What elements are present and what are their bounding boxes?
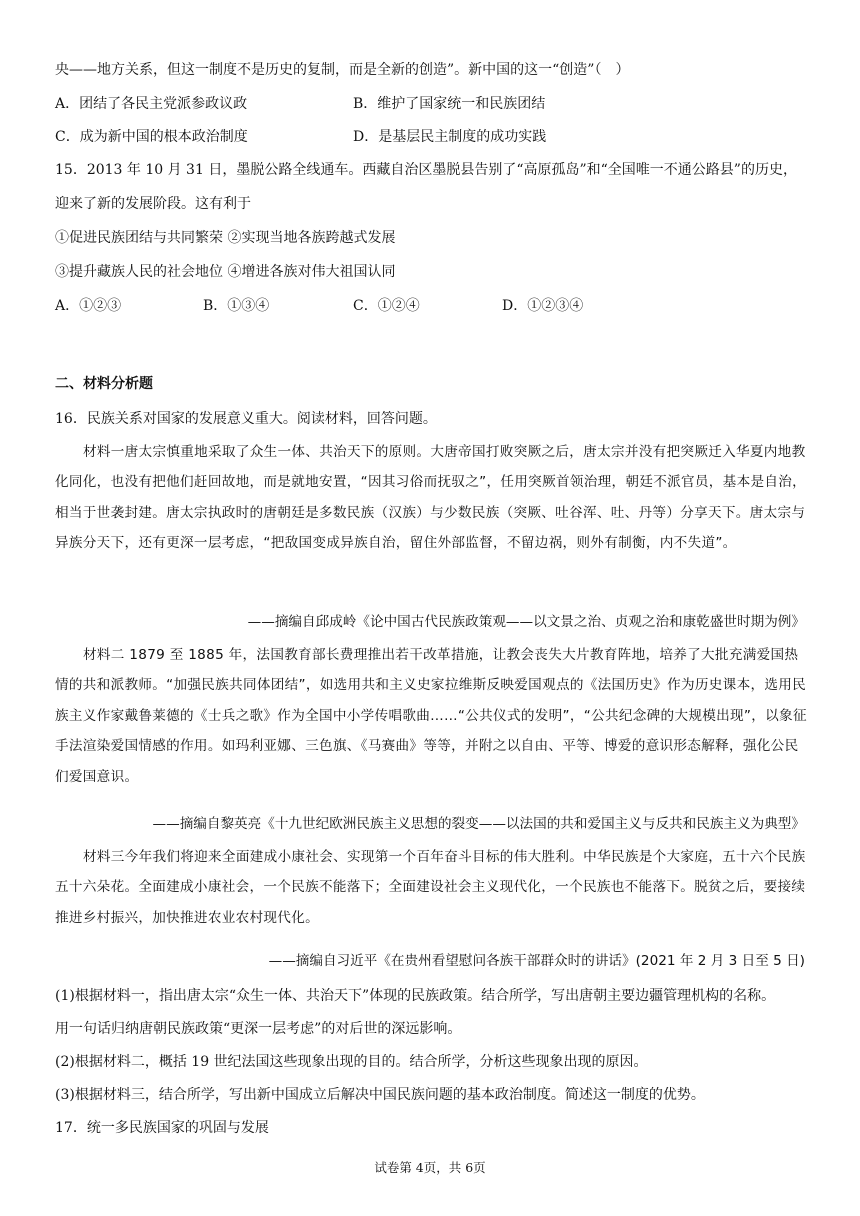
page-footer: 试卷第 4页，共 6页 bbox=[374, 1160, 486, 1175]
q16-subquestion-1-line-1: (1)根据材料一，指出唐太宗“众生一体、共治天下”体现的民族政策。结合所学，写出唐朝主要边疆管理机构的名称。 bbox=[55, 988, 776, 1004]
q16-source-1: ——摘编自邱成岭《论中国古代民族政策观——以文景之治、贞观之治和康乾盛世时期为例》 bbox=[247, 614, 805, 630]
q16-material-1: 材料一唐太宗慎重地采取了众生一体、共治天下的原则。大唐帝国打败突厥之后，唐太宗并没有把突厥迁入华夏内地教化同化，也没有把他们赶回故地，而是就地安置，“因其习俗而抚驭之”，任用突厥首领治理，朝廷不派官员，基本是自治，相当于世袭封建。唐太宗执政时的唐朝廷是多数民族（汉族）与少数民族（突厥、吐谷浑、吐、丹等）分享天下。唐太宗与异族分天下，还有更深一层考虑，“把敌国变成异族自治，留住外部监督，不留边祸，则外有制衡，内不失道”。 bbox=[55, 444, 807, 552]
q14-option-b: B．维护了国家统一和民族团结 bbox=[353, 96, 546, 112]
q16-material-2: 材料二 1879 至 1885 年，法国教育部长费理推出若干改革措施，让教会丧失大片教育阵地，培养了大批充满爱国热情的共和派教师。“加强民族共同体团结”，如选用共和主义史家拉维斯反映爱国观点的《法国历史》作为历史课本，选用民族主义作家戴鲁莱德的《士兵之歌》作为全国中小学传唱歌曲……“公共仪式的发明”，“公共纪念碑的大规模出现”，以象征手法渲染爱国情感的作用。如玛利亚娜、三色旗、《马赛曲》等等，并附之以自由、平等、博爱的意识形态解释，强化公民们爱国意识。 bbox=[55, 647, 807, 785]
q15-option-c: C．①②④ bbox=[353, 298, 420, 314]
q14-option-c: C．成为新中国的根本政治制度 bbox=[55, 129, 248, 145]
q15-items-line-2: ③提升藏族人民的社会地位 ④增进各族对伟大祖国认同 bbox=[55, 264, 396, 280]
q16-stem: 16．民族关系对国家的发展意义重大。阅读材料，回答问题。 bbox=[55, 411, 437, 427]
q16-subquestion-1-line-2: 用一句话归纳唐朝民族政策“更深一层考虑”的对后世的深远影响。 bbox=[55, 1021, 462, 1037]
q16-source-2: ——摘编自黎英亮《十九世纪欧洲民族主义思想的裂变——以法国的共和爱国主义与反共和民族主义为典型》 bbox=[152, 816, 805, 832]
q16-subquestion-2: (2)根据材料二，概括 19 世纪法国这些现象出现的目的。结合所学，分析这些现象出现的原因。 bbox=[55, 1054, 648, 1070]
q14-option-d: D．是基层民主制度的成功实践 bbox=[353, 129, 547, 145]
q16-source-3: ——摘编自习近平《在贵州看望慰问各族干部群众时的讲话》(2021 年 2 月 3 日至 5 日) bbox=[268, 953, 805, 969]
q14-stem-tail: 央——地方关系，但这一制度不是历史的复制，而是全新的创造”。新中国的这一“创造”（ ） bbox=[55, 62, 630, 78]
q14-option-a: A．团结了各民主党派参政议政 bbox=[55, 96, 248, 112]
q17-stem: 17．统一多民族国家的巩固与发展 bbox=[55, 1120, 269, 1136]
q16-subquestion-3: (3)根据材料三，结合所学，写出新中国成立后解决中国民族问题的基本政治制度。简述这一制度的优势。 bbox=[55, 1087, 705, 1103]
q15-items-line-1: ①促进民族团结与共同繁荣 ②实现当地各族跨越式发展 bbox=[55, 230, 396, 246]
section-heading: 二、材料分析题 bbox=[55, 376, 153, 392]
q15-option-a: A．①②③ bbox=[55, 298, 122, 314]
q15-stem-line-1: 15．2013 年 10 月 31 日，墨脱公路全线通车。西藏自治区墨脱县告别了“高原孤岛”和“全国唯一不通公路县”的历史， bbox=[55, 162, 797, 178]
q15-option-b: B．①③④ bbox=[203, 298, 270, 314]
q15-stem-line-2: 迎来了新的发展阶段。这有利于 bbox=[55, 196, 251, 212]
q16-material-3: 材料三今年我们将迎来全面建成小康社会、实现第一个百年奋斗目标的伟大胜利。中华民族是个大家庭，五十六个民族五十六朵花。全面建成小康社会，一个民族不能落下；全面建设社会主义现代化，一个民族也不能落下。脱贫之后，要接续推进乡村振兴，加快推进农业农村现代化。 bbox=[55, 849, 806, 926]
q15-option-d: D．①②③④ bbox=[502, 298, 584, 314]
